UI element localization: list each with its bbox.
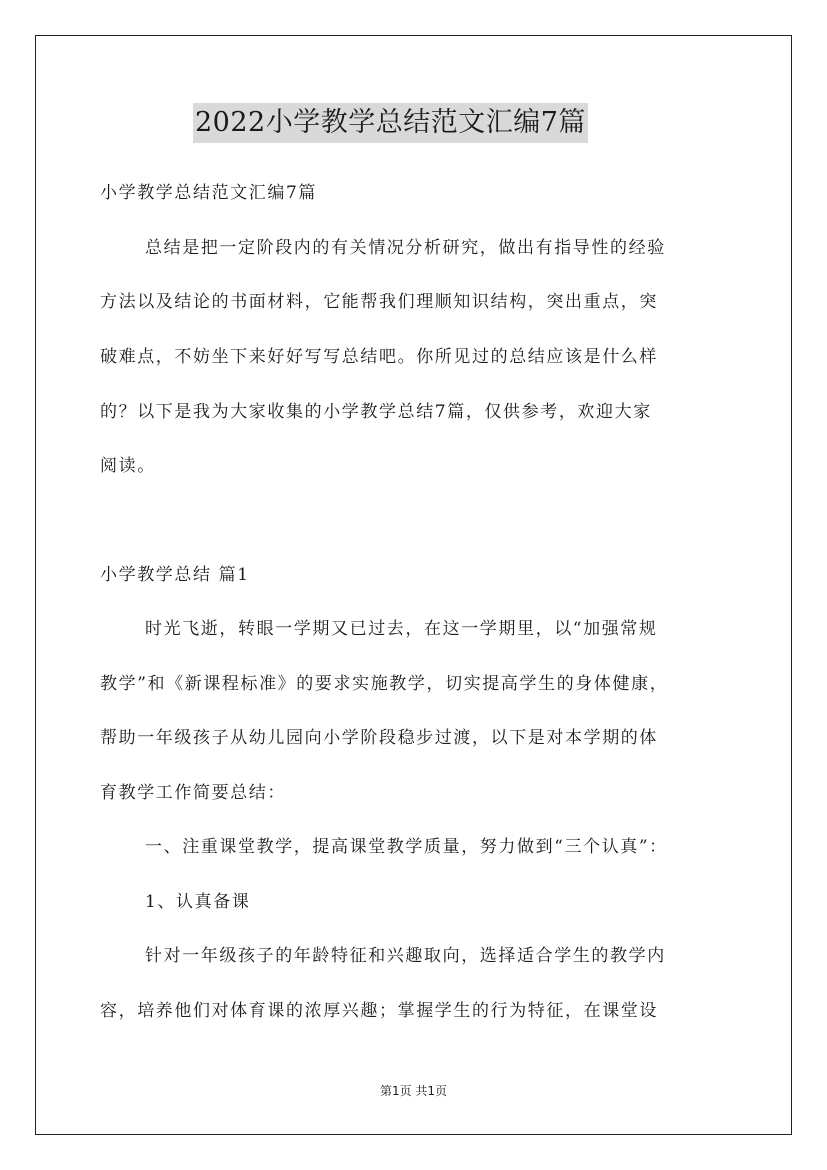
section-heading: 小学教学总结 篇1 (100, 565, 250, 585)
body-line: 教学”和《新课程标准》的要求实施教学，切实提高学生的身体健康， (100, 674, 669, 694)
point-heading: 一、注重课堂教学，提高课堂教学质量，努力做到“三个认真”： (145, 837, 668, 857)
intro-line: 的？以下是我为大家收集的小学教学总结7篇，仅供参考，欢迎大家 (100, 402, 652, 422)
document-subtitle: 小学教学总结范文汇编7篇 (100, 183, 318, 203)
intro-line: 破难点，不妨坐下来好好写写总结吧。你所见过的总结应该是什么样 (100, 347, 658, 367)
body-line: 时光飞逝，转眼一学期又已过去，在这一学期里，以“加强常规 (145, 619, 658, 639)
body-line: 育教学工作简要总结： (100, 783, 286, 803)
page-footer: 第1页 共1页 (379, 1084, 448, 1098)
document-title: 2022小学教学总结范文汇编7篇 (193, 103, 588, 143)
sub-body-line: 针对一年级孩子的年龄特征和兴趣取向，选择适合学生的教学内 (145, 946, 666, 966)
sub-body-line: 容，培养他们对体育课的浓厚兴趣；掌握学生的行为特征，在课堂设 (100, 1001, 658, 1021)
intro-line: 总结是把一定阶段内的有关情况分析研究，做出有指导性的经验 (145, 238, 666, 258)
body-line: 帮助一年级孩子从幼儿园向小学阶段稳步过渡，以下是对本学期的体 (100, 728, 658, 748)
intro-line: 阅读。 (100, 456, 156, 476)
intro-line: 方法以及结论的书面材料，它能帮我们理顺知识结构，突出重点，突 (100, 292, 658, 312)
sub-heading: 1、认真备课 (145, 892, 251, 912)
